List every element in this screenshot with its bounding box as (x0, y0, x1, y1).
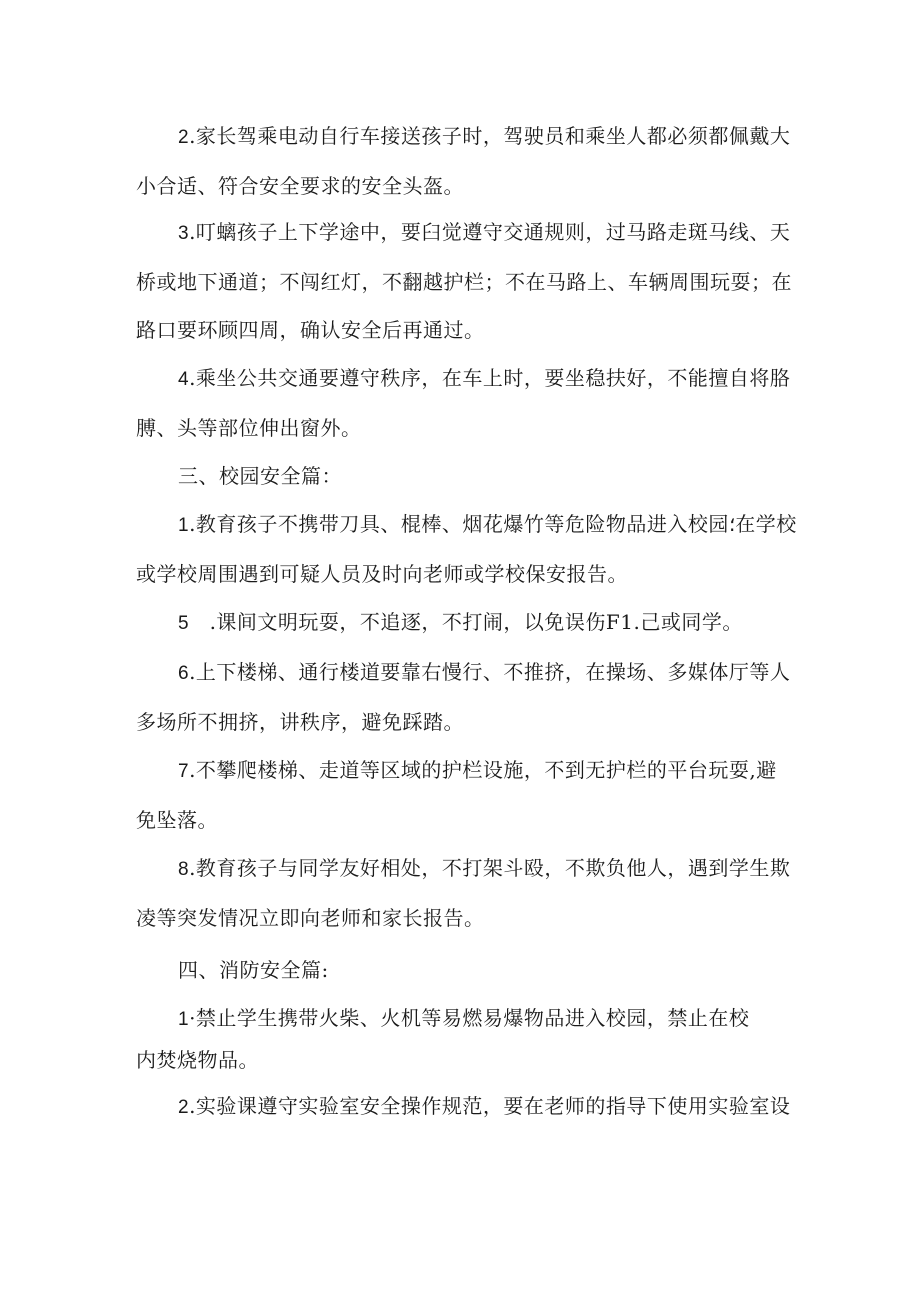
paragraph-campus-6 (136, 648, 796, 746)
paragraph-text: .上下楼梯、通行楼道要靠右慢行、不推挤，在操场、多媒体厅等人 (189, 660, 791, 684)
paragraph-text: 凌等突发情况立即向老师和家长报告。 (136, 906, 485, 930)
item-number: 8 (178, 859, 190, 880)
paragraph-campus-7 (136, 746, 796, 844)
item-number: 4 (178, 369, 190, 390)
paragraph-text: 桥或地下通道；不闯红灯，不翻越护栏；不在马路上、车辆周围玩耍；在 (136, 270, 792, 294)
item-number: 7 (178, 761, 190, 782)
paragraph-text: 小合适、符合安全要求的安全头盔。 (136, 174, 464, 198)
item-number: 5 (178, 613, 190, 634)
paragraph-campus-8 (136, 844, 796, 942)
item-number: 2 (178, 127, 190, 148)
item-number: 1 (178, 515, 190, 536)
paragraph-text: 膊、头等部位伸出窗外。 (136, 416, 362, 440)
section-heading: 三、校园安全篇： (178, 464, 342, 488)
paragraph-text: 或学校周围遇到可疑人员及时向老师或学校保安报告。 (136, 562, 628, 586)
paragraph-traffic-4 (136, 354, 796, 452)
item-number: 6 (178, 663, 190, 684)
paragraph-text: .乘坐公共交通要遵守秩序，在车上时，要坐稳扶好，不能擅自将胳 (189, 366, 791, 390)
item-number: 3 (178, 223, 190, 244)
paragraph-text: ·禁止学生携带火柴、火机等易燃易爆物品进入校园，禁止在校 (189, 1006, 750, 1030)
section-heading: 四、消防安全篇: (178, 958, 329, 982)
paragraph-text: 路口要环顾四周，确认安全后再通过。 (136, 318, 485, 342)
paragraph-fire-2 (136, 1082, 796, 1132)
paragraph-traffic-3 (136, 208, 796, 354)
item-number: 2 (178, 1097, 190, 1118)
section-heading-fire (136, 946, 796, 994)
paragraph-text: .课间文明玩耍，不追逐，不打闹，以免误伤F1.己或同学。 (189, 610, 743, 634)
paragraph-text: .教育孩子不携带刀具、棍棒、烟花爆竹等危险物品进入校园؛在学校 (189, 512, 797, 536)
paragraph-campus-1 (136, 500, 796, 598)
paragraph-traffic-2 (136, 112, 796, 210)
paragraph-campus-5 (136, 598, 796, 648)
paragraph-text: 多场所不拥挤，讲秩序，避免踩踏。 (136, 710, 464, 734)
paragraph-text: .教育孩子与同学友好相处，不打架斗殴，不欺负他人，遇到学生欺 (189, 856, 791, 880)
section-heading-campus (136, 452, 796, 500)
paragraph-text: .家长驾乘电动自行车接送孩子时，驾驶员和乘坐人都必须都佩戴大 (189, 124, 791, 148)
item-number: 1 (178, 1009, 190, 1030)
paragraph-fire-1 (136, 998, 796, 1080)
paragraph-text: 内焚烧物品。 (136, 1048, 259, 1072)
paragraph-text: .实验课遵守实验室安全操作规范，要在老师的指导下使用实验室设 (189, 1094, 791, 1118)
paragraph-text: .不攀爬楼梯、走道等区域的护栏设施，不到无护栏的平台玩耍,避 (189, 758, 777, 782)
paragraph-text: 免坠落。 (136, 808, 218, 832)
paragraph-text: .叮螭孩子上下学途中，要臼觉遵守交通规则，过马路走斑马线、天 (189, 220, 791, 244)
